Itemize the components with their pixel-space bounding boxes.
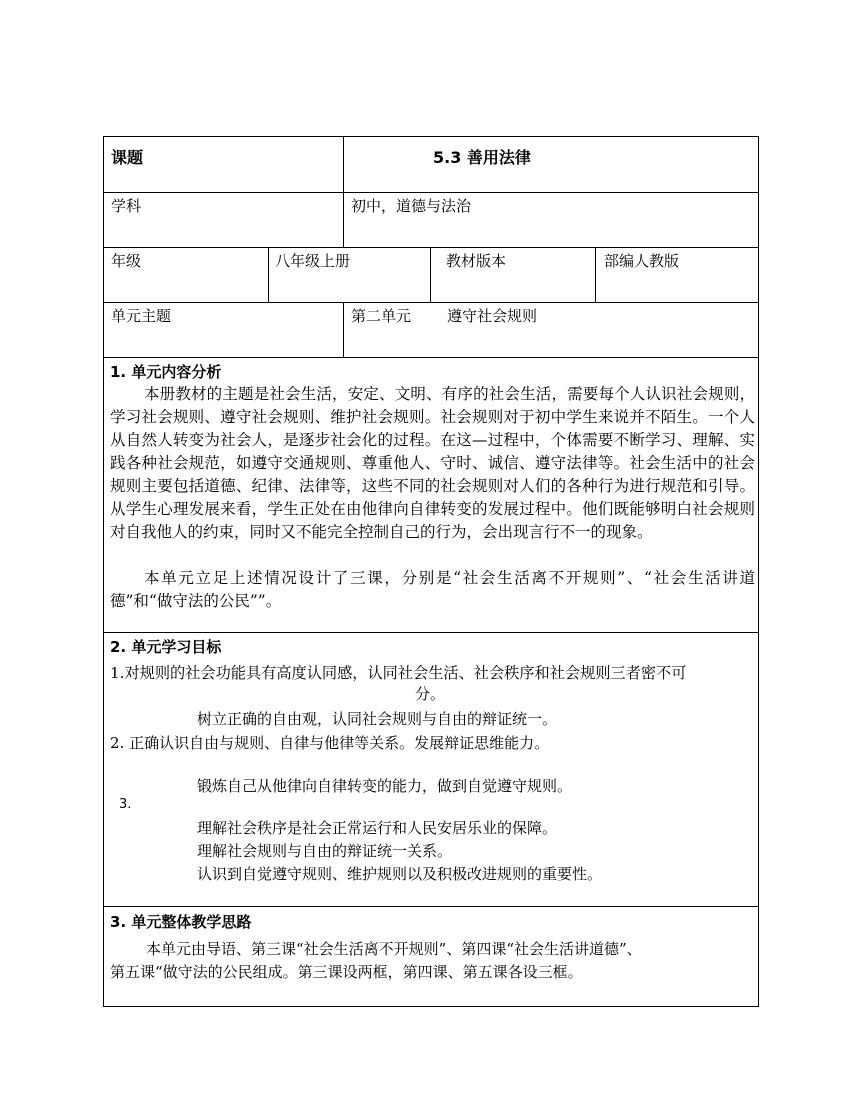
table-divider bbox=[103, 302, 759, 303]
unit-label: 单元主题 bbox=[111, 307, 172, 325]
goal-item-continued: 分。 bbox=[415, 685, 446, 703]
table-border-bottom bbox=[103, 1006, 759, 1007]
goal-item: 认识到自觉遵守规则、维护规则以及积极改进规则的重要性。 bbox=[197, 865, 603, 883]
section3-text: 本单元由导语、第三课“社会生活离不开规则”、第四课“社会生活讲道德”、 bbox=[146, 940, 642, 958]
edition-value: 部编人教版 bbox=[604, 252, 680, 270]
subject-label: 学科 bbox=[111, 197, 142, 215]
goal-item: 理解社会秩序是社会正常运行和人民安居乐业的保障。 bbox=[197, 819, 558, 837]
grade-value: 八年级上册 bbox=[275, 252, 351, 270]
edition-label: 教材版本 bbox=[446, 252, 507, 270]
unit-number: 第二单元 bbox=[351, 307, 412, 325]
goal-item: 锻炼自己从他律向自律转变的能力，做到自觉遵守规则。 bbox=[197, 777, 573, 795]
topic-value: 5.3 善用法律 bbox=[433, 148, 531, 167]
table-divider bbox=[103, 192, 759, 193]
table-divider bbox=[103, 357, 759, 358]
table-divider bbox=[343, 302, 344, 357]
table-border-left bbox=[103, 136, 104, 1006]
topic-label: 课题 bbox=[111, 148, 144, 167]
section3-heading: 3. 单元整体教学思路 bbox=[110, 913, 252, 931]
table-divider bbox=[103, 632, 759, 633]
table-divider bbox=[103, 906, 759, 907]
section3-text: 第五课“做守法的公民组成。第三课设两框，第四课、第五课各设三框。 bbox=[110, 963, 583, 981]
table-divider bbox=[595, 247, 596, 302]
table-border-right bbox=[758, 136, 759, 1006]
subject-value: 初中，道德与法治 bbox=[351, 197, 472, 215]
section1-paragraph: 本册教材的主题是社会生活，安定、文明、有序的社会生活，需要每个人认识社会规则，学习社会规则、遵守社会规则、维护社会规则。社会规则对于初中学生来说并不陌生。一个人从自然人转变为社会人，是逐步社会化的过程。在这—过程中，个体需要不断学习、理解、实践各种社会规范，如遵守交通规则、尊重他人、守时、诚信、遵守法律等。社会生活中的社会规则主要包括道德、纪律、法律等，这些不同的社会规则对人们的各种行为进行规范和引导。从学生心理发展来看，学生正处在由他律向自律转变的发展过程中。他们既能够明白社会规则对自我他人的约束，同时又不能完全控制自己的行为，会出现言行不一的现象。 bbox=[110, 385, 755, 541]
table-divider bbox=[430, 247, 431, 302]
goal-number: 3. bbox=[119, 797, 132, 812]
unit-theme: 遵守社会规则 bbox=[447, 307, 538, 325]
goal-item: 树立正确的自由观，认同社会规则与自由的辩证统一。 bbox=[197, 710, 558, 728]
section1-heading: 1. 单元内容分析 bbox=[110, 363, 222, 381]
goal-item: 1.对规则的社会功能具有高度认同感，认同社会生活、社会秩序和社会规则三者密不可 bbox=[110, 664, 687, 682]
table-divider bbox=[343, 136, 344, 247]
table-border-top bbox=[103, 136, 759, 137]
grade-label: 年级 bbox=[111, 252, 142, 270]
table-divider bbox=[268, 247, 269, 302]
goal-item: 2. 正确认识自由与规则、自律与他律等关系。发展辩证思维能力。 bbox=[110, 734, 550, 752]
section2-heading: 2. 单元学习目标 bbox=[110, 638, 222, 656]
table-divider bbox=[103, 247, 759, 248]
section1-paragraph: 本单元立足上述情况设计了三课，分别是“社会生活离不开规则”、“社会生活讲道德”和“做守法的公民””。 bbox=[110, 569, 755, 610]
goal-item: 理解社会规则与自由的辩证统一关系。 bbox=[197, 842, 453, 860]
